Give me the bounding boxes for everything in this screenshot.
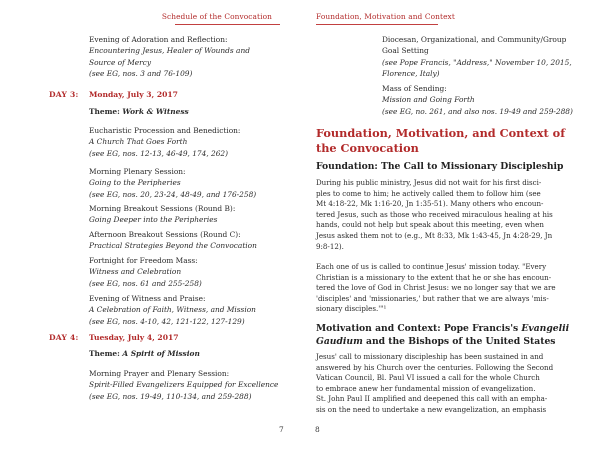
paragraph-line: ples to come to him; he actively called them to follow him (see [316, 188, 541, 198]
header-rule-right [316, 24, 438, 25]
session-title: Afternoon Breakout Sessions (Round C): [89, 230, 241, 239]
session-line: Going Deeper into the Peripheries [89, 215, 218, 225]
session-line: Spirit-Filled Evangelizers Equipped for Excellence [89, 380, 279, 390]
day3-label: DAY 3: [49, 90, 79, 99]
paragraph-line: tered Jesus, such as those who received miraculous healing at his [316, 209, 553, 219]
section-title-line: the Convocation [316, 141, 419, 155]
paragraph-1 [316, 178, 578, 252]
session-adoration [89, 34, 250, 80]
session-line: Source of Mercy [89, 57, 151, 67]
session-plenary [89, 166, 256, 200]
paragraph-line: 'disciples' and 'missionaries,' but rather that we are always 'mis- [316, 293, 549, 303]
paragraph-line: During his public ministry, Jesus did not wait for his first disci- [316, 178, 542, 187]
day3-date: Monday, July 3, 2017 [89, 90, 178, 99]
session-breakout-b [89, 203, 235, 226]
theme-prefix: Theme: [89, 349, 123, 358]
subhead-line [316, 322, 569, 335]
paragraph-line: Christian is a missionary to the extent that he or she has encoun- [316, 272, 552, 282]
subhead-italic: Gaudium [316, 336, 363, 347]
section-title [316, 126, 565, 156]
paragraph-2 [316, 262, 578, 315]
paragraph-line: answered by his Church over the centuries. Following the Second [316, 362, 554, 372]
session-goal-setting [382, 34, 572, 80]
paragraph-line: Vatican Council, Bl. Paul VI issued a call for the whole Church [316, 373, 540, 383]
paragraph-line: sis on the need to undertake a new evangelization, an emphasis [316, 404, 547, 414]
theme-prefix: Theme: [89, 107, 123, 116]
paragraph-line: St. John Paul II amplified and deepened this call with an empha- [316, 394, 548, 404]
session-line: (see EG, nos. 19-49, 110-134, and 259-288) [89, 391, 252, 401]
session-line: (see EG, nos. 4-10, 42, 121-122, 127-129) [89, 316, 245, 326]
session-title: Evening of Adoration and Reflection: [89, 35, 228, 44]
session-title: Morning Plenary Session: [89, 167, 186, 176]
paragraph-line: Jesus' call to missionary discipleship has been sustained in and [316, 352, 544, 361]
session-title: Morning Breakout Sessions (Round B): [89, 204, 236, 213]
day4-label: DAY 4: [49, 333, 79, 342]
session-morning-prayer [89, 368, 278, 402]
session-line: A Church That Goes Forth [89, 137, 188, 147]
page-number-left: 7 [279, 425, 284, 434]
session-line: (see EG, nos. 3 and 76-109) [89, 69, 193, 79]
paragraph-line: to embrace anew her fundamental mission of evangelization. [316, 383, 536, 393]
theme-name: A Spirit of Mission [122, 349, 200, 358]
session-title: Mass of Sending: [382, 84, 447, 93]
subhead-text: and the Bishops of the United States [362, 336, 556, 347]
session-evening-witness [89, 293, 256, 327]
session-line: (see EG, no. 261, and also nos. 19-49 and 259-288) [382, 106, 573, 116]
section-title-line: Foundation, Motivation, and Context of [316, 126, 566, 140]
session-line: Practical Strategies Beyond the Convocation [89, 241, 257, 251]
session-title: Evening of Witness and Praise: [89, 294, 206, 303]
paragraph-3 [316, 352, 578, 416]
session-title: Morning Prayer and Plenary Session: [89, 369, 230, 378]
paragraph-line: Each one of us is called to continue Jesus' mission today. "Every [316, 262, 547, 271]
subhead-line [316, 335, 569, 348]
session-line: (see EG, nos. 20, 23-24, 48-49, and 176-258) [89, 189, 257, 199]
subhead-motivation [316, 322, 569, 348]
paragraph-line: sionary disciples.'"¹ [316, 304, 387, 314]
running-head-right: Foundation, Motivation and Context [316, 12, 455, 21]
subhead-text: Motivation and Context: Pope Francis's [316, 323, 522, 334]
subhead-italic: Evangelii [521, 323, 570, 334]
session-line: Mission and Going Forth [382, 95, 475, 105]
paragraph-line: 9:8-12). [316, 241, 344, 251]
session-line: Encountering Jesus, Healer of Wounds and [89, 46, 250, 56]
paragraph-line: Jesus asked them not to (e.g., Mt 8:33, Mk 1:43-45, Jn 4:28-29, Jn [316, 230, 553, 240]
session-eucharistic [89, 125, 240, 159]
session-breakout-c [89, 229, 257, 252]
session-line: Going to the Peripheries [89, 178, 181, 188]
day4-date: Tuesday, July 4, 2017 [89, 333, 179, 342]
session-line: (see Pope Francis, "Address," November 10, 2015, [382, 57, 572, 67]
session-mass-of-sending [382, 83, 573, 117]
paragraph-line: Mt 4:18-22, Mk 1:16-20, Jn 1:35-51). Many others who encoun- [316, 199, 544, 209]
session-title: Diocesan, Organizational, and Community/Group [382, 35, 567, 44]
right-page [300, 0, 600, 450]
session-line: (see EG, nos. 12-13, 46-49, 174, 262) [89, 148, 229, 158]
session-line: Florence, Italy) [382, 69, 440, 79]
subhead-foundation: Foundation: The Call to Missionary Discipleship [316, 161, 564, 172]
theme-name: Work & Witness [122, 107, 189, 116]
page-number-right: 8 [315, 425, 320, 434]
session-line: A Celebration of Faith, Witness, and Mission [89, 305, 256, 315]
paragraph-line: hands, could not help but speak about this meeting, even when [316, 220, 544, 230]
session-fortnight [89, 255, 202, 289]
session-title: Fortnight for Freedom Mass: [89, 256, 198, 265]
session-line: (see EG, nos. 61 and 255-258) [89, 278, 202, 288]
running-head-left: Schedule of the Convocation [161, 12, 272, 21]
session-title: Goal Setting [382, 46, 429, 56]
day4-theme [89, 349, 200, 358]
day3-theme [89, 107, 189, 116]
header-rule-left [175, 24, 280, 25]
session-title: Eucharistic Procession and Benediction: [89, 126, 241, 135]
session-line: Witness and Celebration [89, 267, 182, 277]
paragraph-line: tered the love of God in Christ Jesus: we no longer say that we are [316, 283, 556, 293]
